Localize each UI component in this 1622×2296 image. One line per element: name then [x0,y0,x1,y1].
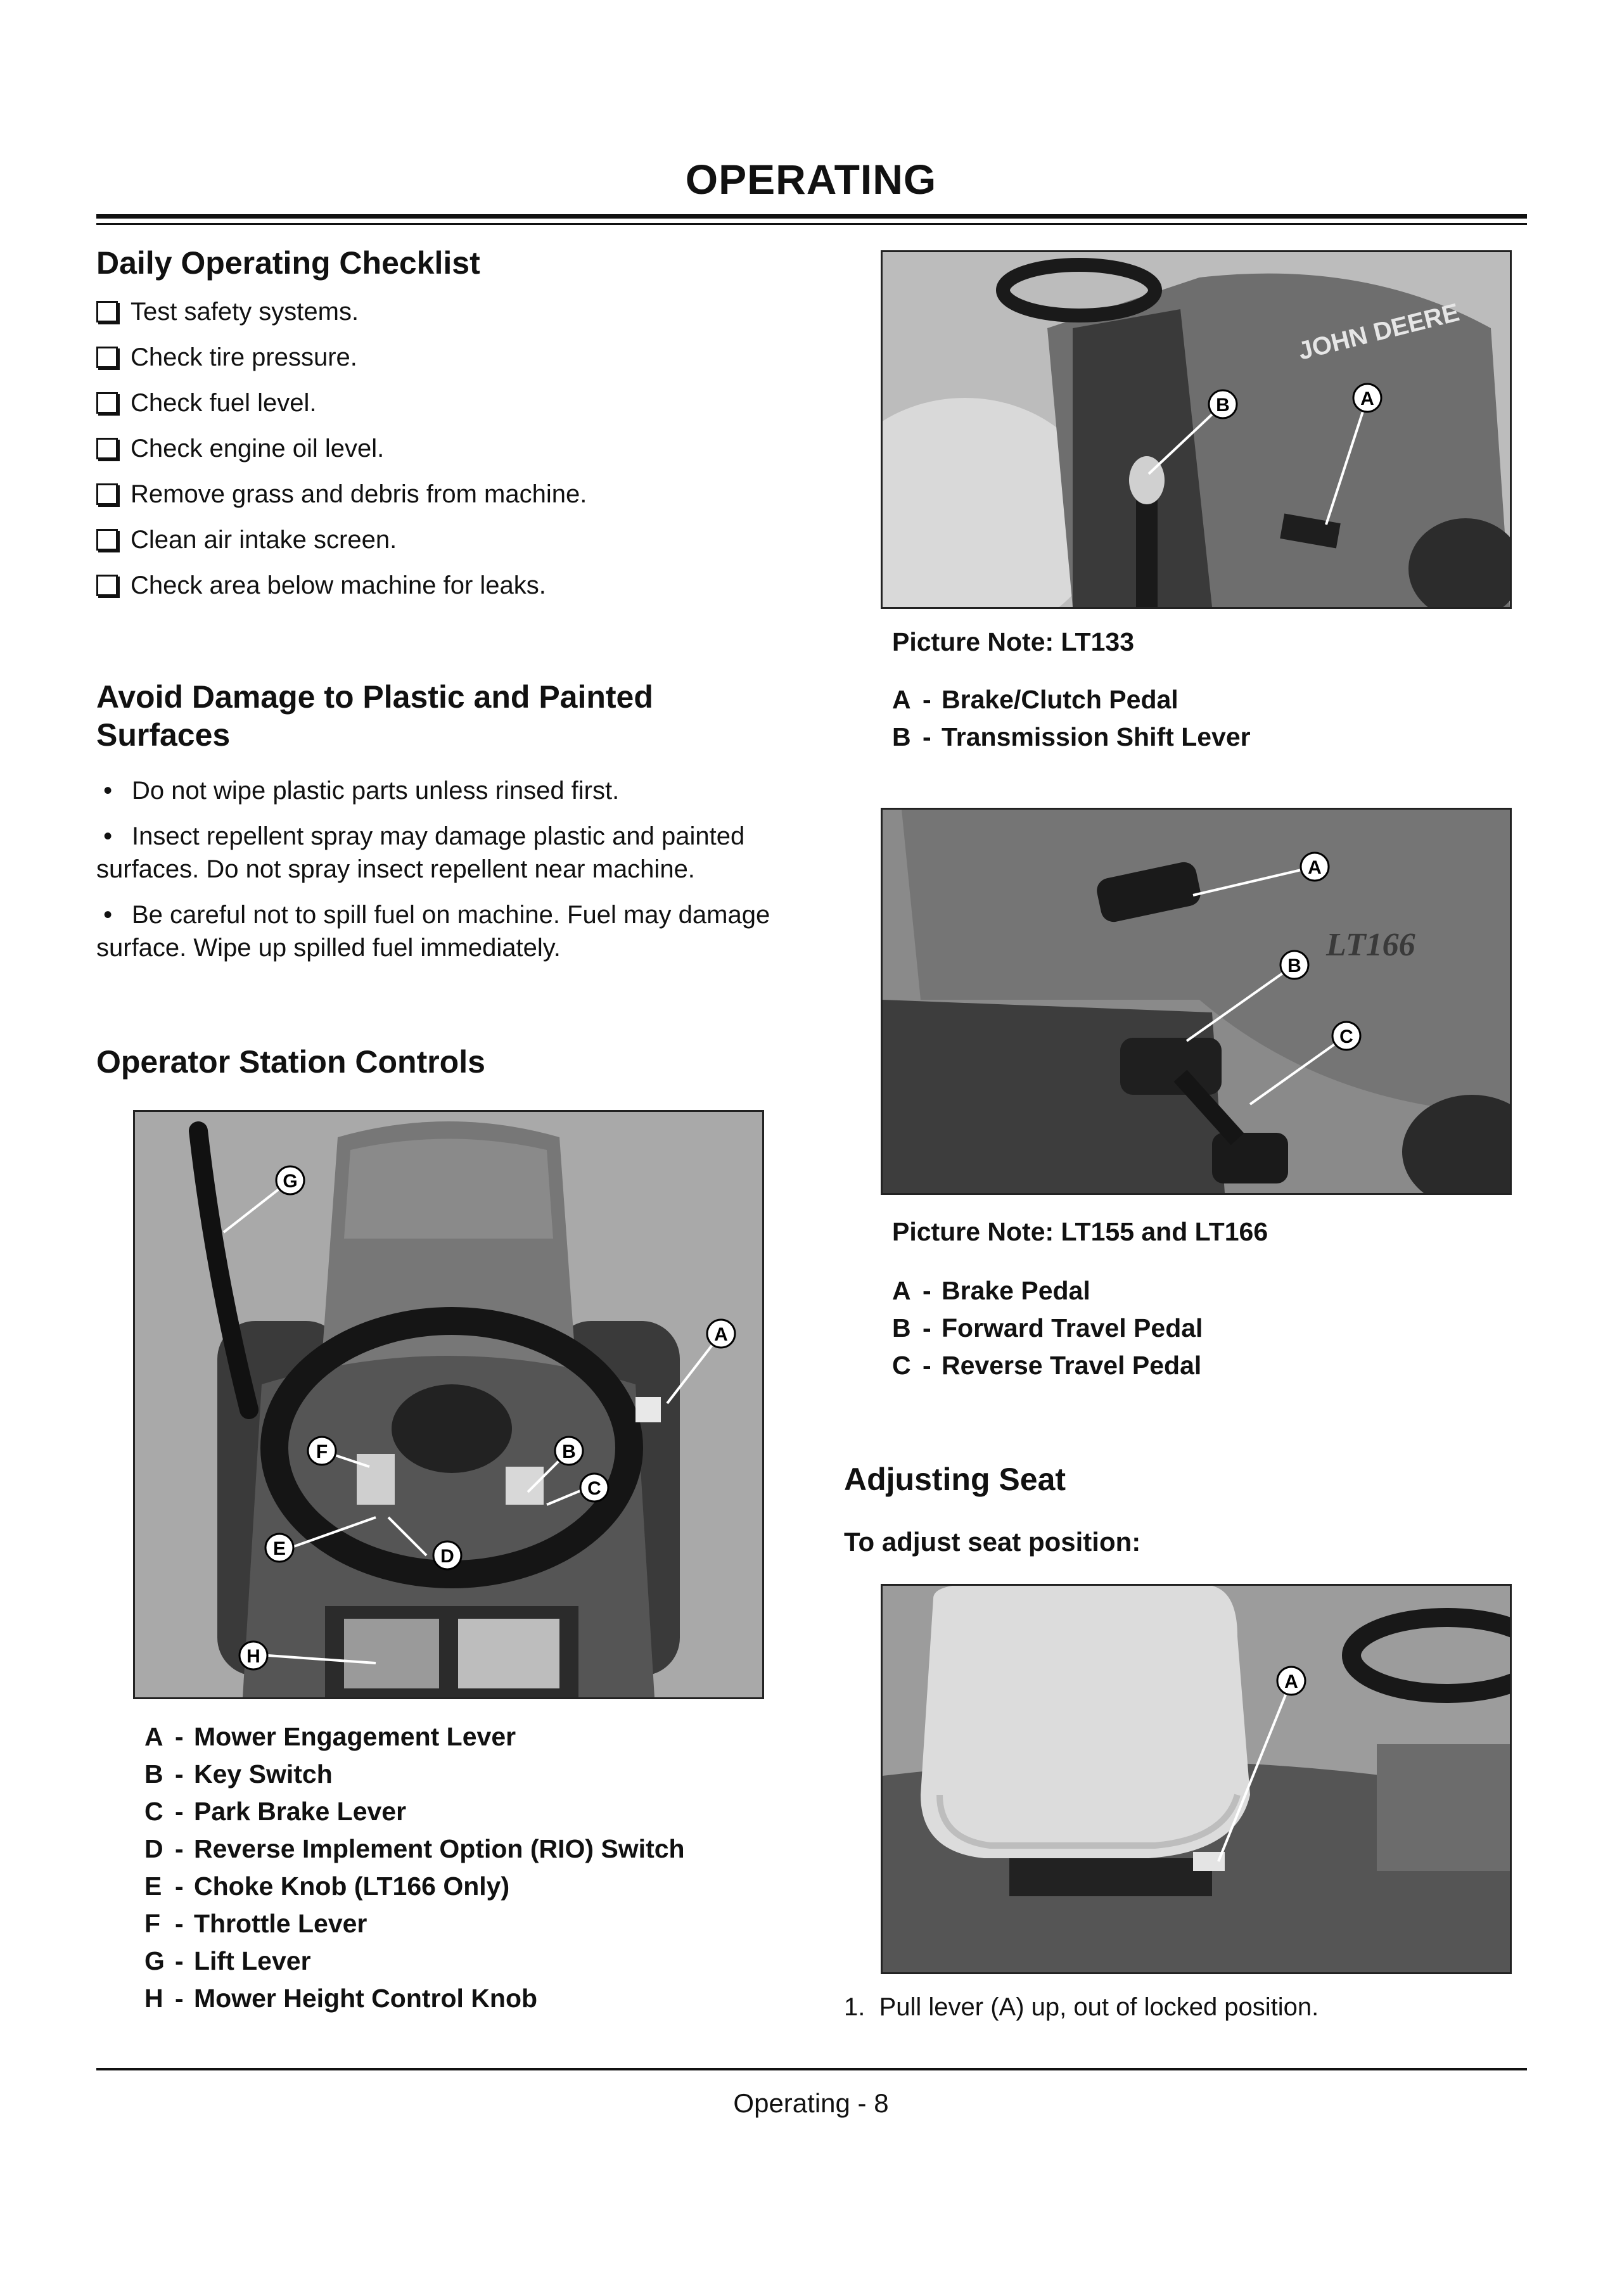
callout-f [308,1437,336,1465]
callout-b [1280,951,1308,979]
checkbox-icon [96,392,118,414]
lt155-picture-note: Picture Note: LT155 and LT166 [892,1217,1268,1246]
legend-row: H - Mower Height Control Knob [144,1984,538,2013]
seat-photo [881,1584,1512,1974]
legend-row: C - Reverse Travel Pedal [892,1351,1202,1380]
avoid-damage-list [96,774,812,977]
callout-a [1277,1667,1305,1695]
legend-row: A - Brake Pedal [892,1276,1090,1305]
svg-text:F: F [316,1441,328,1462]
svg-text:G: G [283,1171,298,1192]
callout-a [1301,853,1329,881]
brand-text: JOHN DEERE [1295,298,1462,366]
svg-text:H: H [246,1646,260,1667]
header-rule-thick [96,214,1527,219]
checklist-heading: Daily Operating Checklist [96,245,480,281]
checklist-item: Check engine oil level. [96,426,793,471]
bullet-item: • Be careful not to spill fuel on machine. Fuel may damage surface. Wipe up spilled fuel immediately. [96,901,770,962]
header-rule-thin [96,223,1527,225]
legend-row: A - Mower Engagement Lever [144,1722,516,1751]
footer-rule [96,2068,1527,2070]
checklist-item: Check area below machine for leaks. [96,563,793,608]
avoid-damage-heading: Avoid Damage to Plastic and Painted Surfaces [96,679,653,753]
checkbox-icon [96,347,118,368]
operator-controls-legend [144,1718,778,2017]
svg-text:B: B [562,1441,576,1462]
checklist-item: Test safety systems. [96,289,793,335]
svg-text:D: D [440,1546,454,1567]
seat-step-1: 1. Pull lever (A) up, out of locked position. [844,1993,1319,2021]
callout-a [1353,384,1381,412]
legend-row: F - Throttle Lever [144,1909,367,1938]
operator-controls-heading: Operator Station Controls [96,1044,485,1080]
svg-text:A: A [714,1324,728,1345]
checklist [96,289,793,608]
bullet-item: • Do not wipe plastic parts unless rinsed first. [96,777,620,805]
checkbox-icon [96,575,118,596]
checklist-item: Clean air intake screen. [96,517,793,563]
lt155-legend [892,1272,1494,1384]
callout-a [707,1320,735,1348]
checkbox-icon [96,438,118,459]
svg-text:A: A [1360,388,1374,409]
adjusting-seat-heading: Adjusting Seat [844,1462,1066,1497]
lt133-legend [892,681,1494,756]
checklist-item: Check fuel level. [96,380,793,426]
legend-row: B - Transmission Shift Lever [892,722,1251,751]
legend-row: C - Park Brake Lever [144,1797,407,1826]
svg-text:C: C [1339,1026,1353,1047]
operator-station-photo [133,1110,764,1699]
callout-c [1332,1022,1360,1050]
checkbox-icon [96,529,118,551]
svg-text:A: A [1284,1671,1298,1692]
model-text: LT166 [1326,927,1415,963]
callout-e [265,1534,293,1562]
legend-row: B - Forward Travel Pedal [892,1313,1203,1343]
legend-row: B - Key Switch [144,1759,333,1789]
svg-text:A: A [1308,857,1322,878]
svg-text:C: C [587,1478,601,1499]
svg-text:B: B [1216,395,1230,416]
svg-text:B: B [1287,955,1301,976]
checkbox-icon [96,301,118,322]
checkbox-icon [96,483,118,505]
legend-row: D - Reverse Implement Option (RIO) Switch [144,1834,685,1863]
legend-row: E - Choke Knob (LT166 Only) [144,1872,510,1901]
page-footer: Operating - 8 [733,2088,889,2118]
lt155-lt166-photo [881,808,1512,1195]
bullet-item: • Insect repellent spray may damage plastic and painted surfaces. Do not spray insect repellent near machine. [96,822,745,883]
callout-g [276,1166,304,1194]
callout-h [239,1642,267,1669]
callout-c [580,1474,608,1502]
legend-row: A - Brake/Clutch Pedal [892,685,1178,714]
lt133-photo [881,250,1512,609]
page-title: OPERATING [685,156,937,203]
adjusting-seat-subtitle: To adjust seat position: [844,1527,1141,1557]
svg-text:E: E [272,1538,286,1559]
callout-d [433,1541,461,1569]
lt133-picture-note: Picture Note: LT133 [892,627,1134,656]
legend-row: G - Lift Lever [144,1946,311,1975]
checklist-item: Check tire pressure. [96,335,793,380]
checklist-item: Remove grass and debris from machine. [96,471,793,517]
callout-b [1209,390,1237,418]
callout-b [555,1437,583,1465]
